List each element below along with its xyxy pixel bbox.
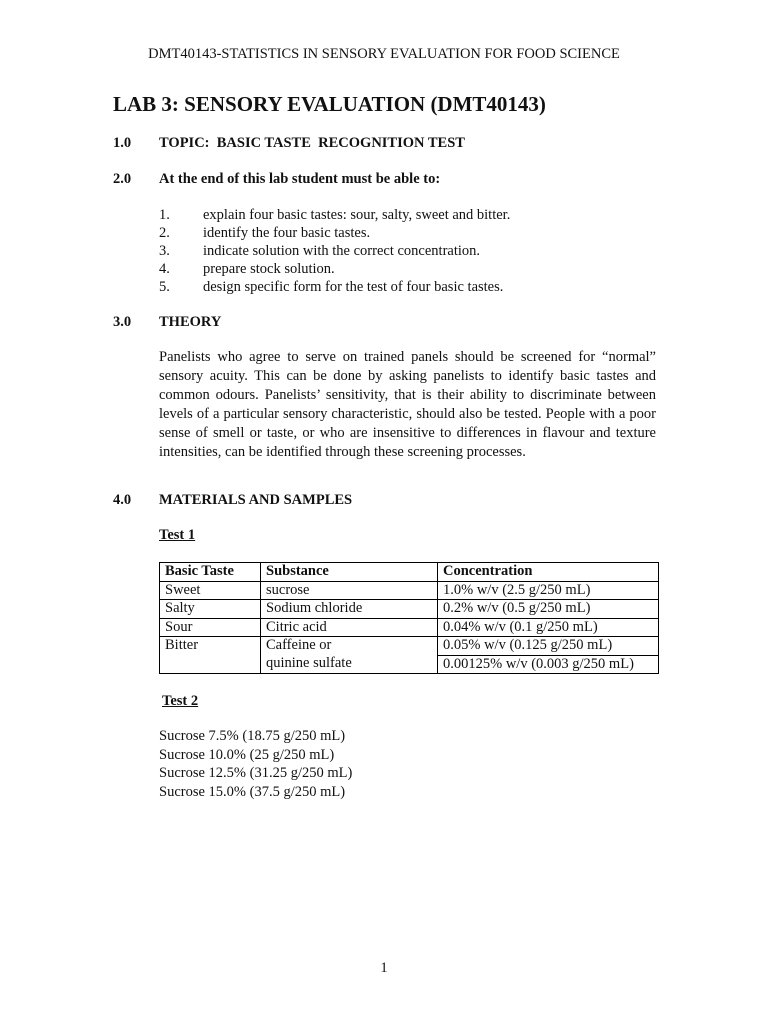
- substance-line: quinine sulfate: [266, 654, 352, 671]
- list-item-text: prepare stock solution.: [203, 261, 335, 277]
- table-cell: Sour: [160, 618, 261, 637]
- column-header-substance: Substance: [261, 563, 438, 582]
- theory-paragraph: [159, 348, 656, 462]
- table-cell: Citric acid: [261, 618, 438, 637]
- list-item: [159, 260, 510, 278]
- list-item: [159, 206, 510, 224]
- list-item: Sucrose 15.0% (37.5 g/250 mL): [159, 783, 346, 800]
- list-item-number: 1.: [159, 207, 170, 223]
- table-row: [160, 600, 659, 619]
- column-header-basic-taste: Basic Taste: [160, 563, 261, 582]
- list-item-text: design specific form for the test of four basic tastes.: [203, 279, 504, 295]
- list-item: Sucrose 12.5% (31.25 g/250 mL): [159, 765, 353, 781]
- list-item: Sucrose 7.5% (18.75 g/250 mL): [159, 728, 346, 744]
- list-item: [159, 242, 510, 260]
- list-item: Sucrose 10.0% (25 g/250 mL): [159, 746, 335, 763]
- table-row: [160, 637, 659, 656]
- document-title: LAB 3: SENSORY EVALUATION (DMT40143): [113, 92, 546, 116]
- table-cell: Sweet: [160, 581, 261, 600]
- section-number-materials: 4.0: [113, 492, 132, 508]
- section-title-theory: THEORY: [159, 314, 222, 330]
- section-title-objectives: At the end of this lab student must be able to:: [159, 171, 441, 187]
- theory-text: Panelists who agree to serve on trained panels should be screened for “normal” sensory acuity. This can be done by asking panelists to identify basic tastes and common odours. Panelists’ sensitivity, that is their ability to discriminate between levels of a particular sensory characteristic, should also be tested. People with a poor sense of smell or taste, or who are insensitive to differences in flavour and texture intensities, can be identified through these screening processes.: [159, 349, 656, 460]
- table-cell: 0.00125% w/v (0.003 g/250 mL): [438, 655, 659, 674]
- list-item: [159, 224, 510, 242]
- test1-label: Test 1: [159, 527, 196, 543]
- table-cell: 0.2% w/v (0.5 g/250 mL): [438, 600, 659, 619]
- test2-label: Test 2: [162, 693, 199, 709]
- page-header: DMT40143-STATISTICS IN SENSORY EVALUATION FOR FOOD SCIENCE: [148, 46, 620, 62]
- substance-line: Caffeine or: [266, 637, 332, 653]
- list-item-number: 3.: [159, 243, 170, 259]
- table-cell: Salty: [160, 600, 261, 619]
- list-item: [159, 278, 510, 296]
- table-cell: Sodium chloride: [261, 600, 438, 619]
- section-number-theory: 3.0: [113, 314, 132, 330]
- table-cell: sucrose: [261, 581, 438, 600]
- list-item-number: 2.: [159, 225, 170, 241]
- section-number-topic: 1.0: [113, 135, 132, 151]
- table-cell: Bitter: [160, 637, 261, 674]
- table-cell: 1.0% w/v (2.5 g/250 mL): [438, 581, 659, 600]
- table-row: [160, 618, 659, 637]
- page-number: 1: [380, 960, 388, 976]
- list-item-text: explain four basic tastes: sour, salty, sweet and bitter.: [203, 207, 511, 223]
- table-header-row: [160, 563, 659, 582]
- column-header-concentration: Concentration: [438, 563, 659, 582]
- table-cell: 0.05% w/v (0.125 g/250 mL): [438, 637, 659, 656]
- list-item-number: 4.: [159, 261, 170, 277]
- list-item-text: indicate solution with the correct concentration.: [203, 243, 481, 259]
- basic-taste-table: [159, 562, 659, 674]
- table-row: [160, 581, 659, 600]
- section-number-objectives: 2.0: [113, 171, 132, 187]
- list-item-number: 5.: [159, 279, 170, 295]
- list-item-text: identify the four basic tastes.: [203, 225, 371, 241]
- objectives-list: [159, 206, 510, 296]
- section-title-materials: MATERIALS AND SAMPLES: [159, 492, 353, 508]
- table-cell: 0.04% w/v (0.1 g/250 mL): [438, 618, 659, 637]
- section-title-topic: TOPIC: BASIC TASTE RECOGNITION TEST: [159, 135, 465, 151]
- test2-sample-list: [159, 727, 352, 801]
- table-cell-substance-multiline: [261, 637, 438, 674]
